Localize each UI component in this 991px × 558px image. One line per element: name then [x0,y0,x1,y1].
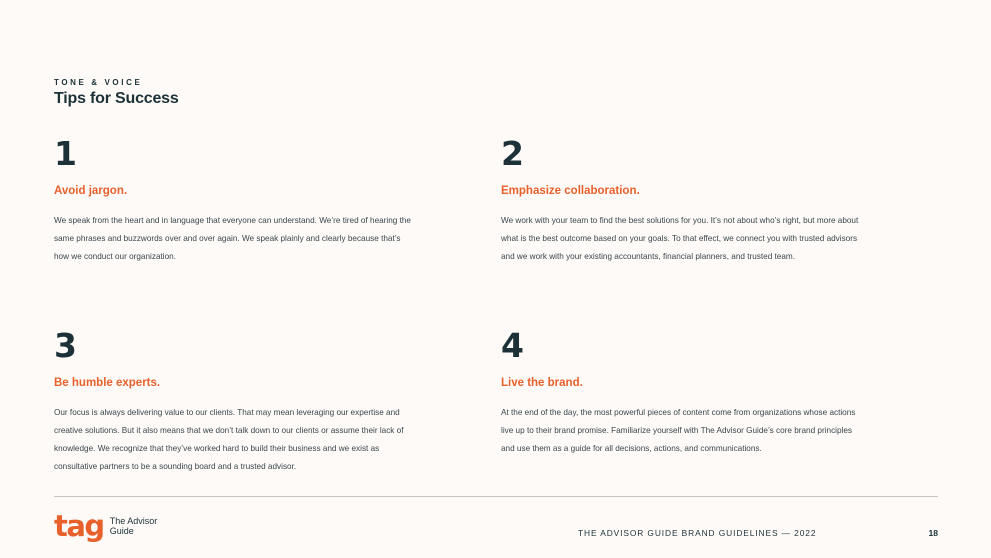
logo-wordmark [110,516,158,536]
tip-body: At the end of the day, the most powerful pieces of content come from organizations whose actions live up to their brand promise. Familiarize yourself with The Advisor Guide’s core brand principles and use them as a guide for all decisions, actions, and communications. [501,408,856,453]
footer-divider [54,496,938,497]
tip-1 [54,136,424,266]
tip-body: Our focus is always delivering value to our clients. That may mean leveraging our expertise and creative solutions. But it also means that we don’t talk down to our clients or assume their lack of knowledge. We recognize that they’ve worked hard to build their business and we exist as consultative partners to be a sounding board and a trusted advisor. [54,408,404,471]
footer-document-title: THE ADVISOR GUIDE BRAND GUIDELINES — 2022 [578,528,817,538]
tip-number: 1 [54,134,77,173]
section-eyebrow: TONE & VOICE [54,78,143,87]
brand-logo [54,509,158,543]
logo-line-1: The Advisor [109,516,158,526]
tip-4 [501,328,871,458]
tip-2 [501,136,871,266]
tip-number: 4 [501,326,524,365]
tip-number: 2 [501,134,524,173]
tip-heading: Live the brand. [501,377,583,389]
logo-mark: tag [54,509,104,543]
page-title: Tips for Success [54,90,179,107]
tip-number: 3 [54,326,77,365]
tip-body: We speak from the heart and in language that everyone can understand. We’re tired of hearing the same phrases and buzzwords over and over again. We speak plainly and clearly because that’s how we conduct our organization. [54,216,411,261]
logo-line-2: Guide [109,526,134,536]
tip-heading: Avoid jargon. [54,185,128,197]
page-number: 18 [928,528,938,538]
tip-body: We work with your team to find the best solutions for you. It’s not about who’s right, but more about what is the best outcome based on your goals. To that effect, we connect you with trusted advisors and we work with your existing accountants, financial planners, and trusted team. [501,216,859,261]
tip-heading: Be humble experts. [54,377,161,389]
tip-heading: Emphasize collaboration. [501,185,640,197]
tip-3 [54,328,424,476]
